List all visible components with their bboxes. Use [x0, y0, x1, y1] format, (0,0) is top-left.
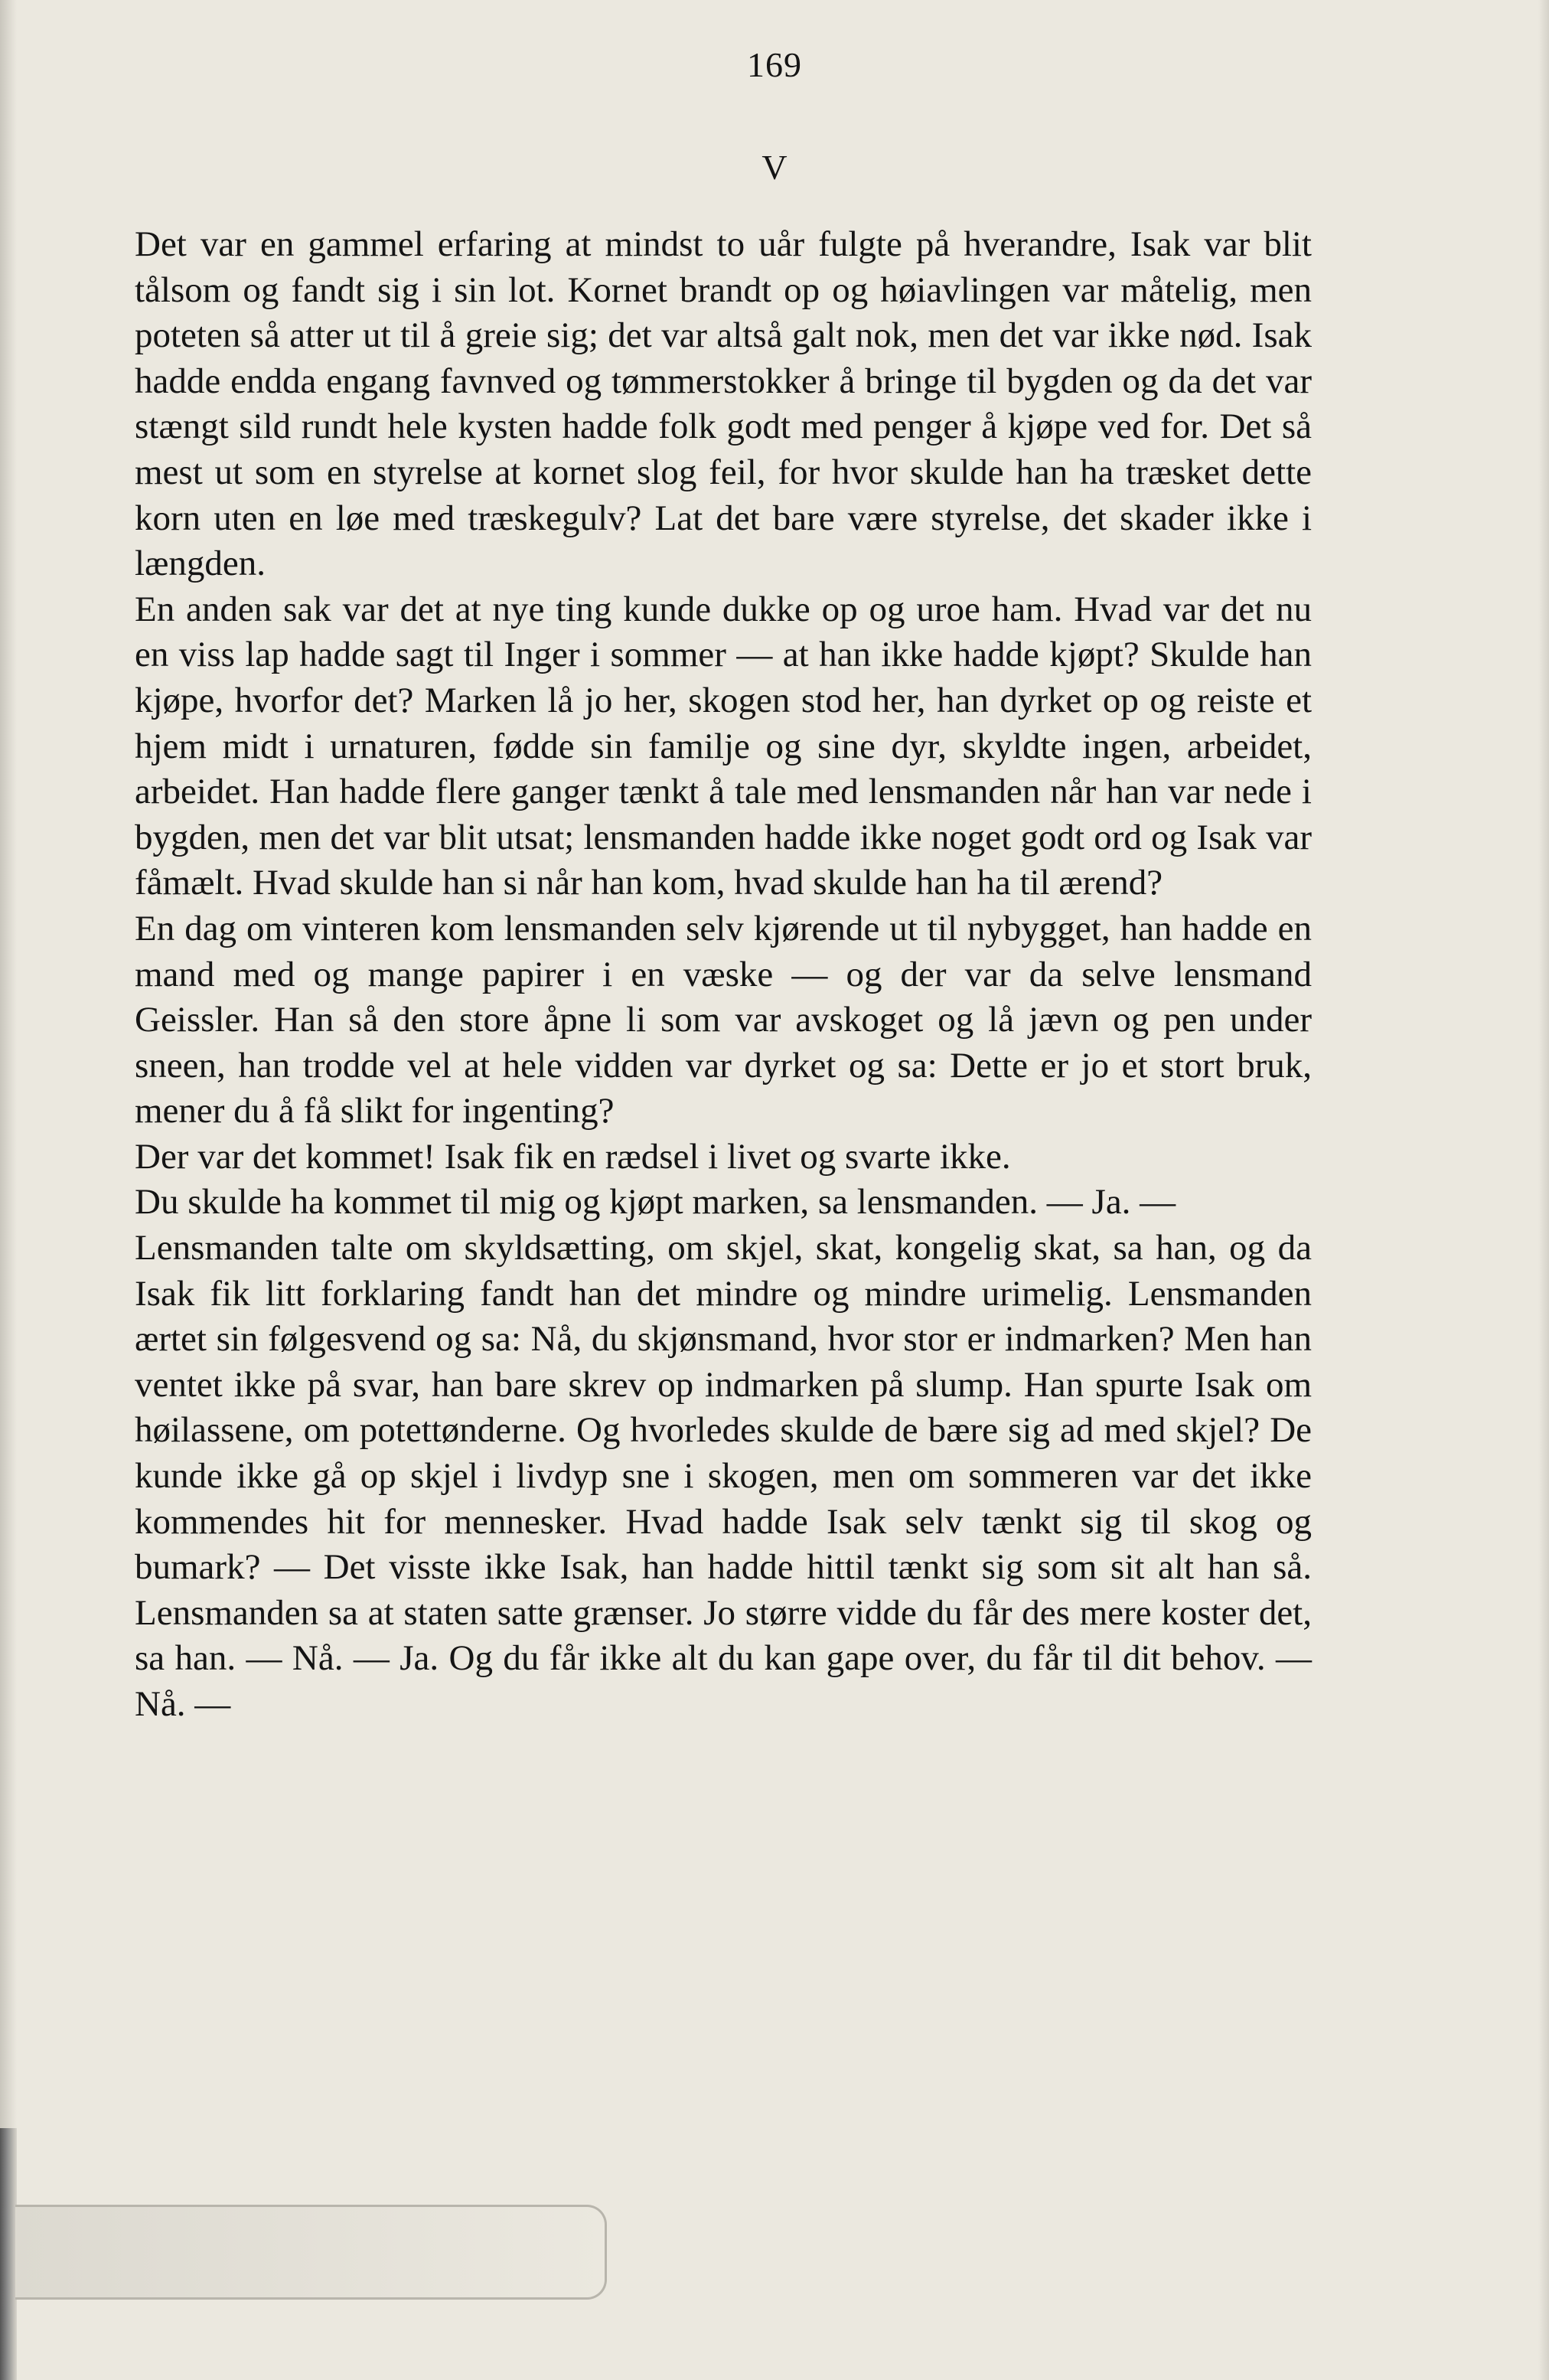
library-label-tab	[15, 2205, 607, 2300]
book-spine-shadow	[0, 0, 17, 2380]
paragraph: Der var det kommet! Isak fik en rædsel i livet og svarte ikke.	[135, 1136, 1011, 1177]
paragraph: Det var en gammel erfaring at mindst to uår fulgte på hverandre, Isak var blit tålsom og fandt sig i sin lot. Kornet brandt op og høiavlingen var måtelig, men poteten så atter ut til å greie sig; det var altså galt nok, men det var ikke nød. Isak hadde endda engang favnved og tømmerstokker å bringe til bygden og da det var stængt sild rundt hele kysten hadde folk godt med penger å kjøpe ved for. Det så mest ut som en styrelse at kornet slog feil, for hvor skulde han ha træsket dette korn uten en løe med træskegulv? Lat det bare være styrelse, det skader ikke i længden.	[135, 224, 1312, 584]
page-edge-shadow	[1538, 0, 1549, 2380]
book-spine-binding	[0, 2128, 17, 2380]
chapter-heading: V	[761, 148, 788, 187]
body-text	[135, 222, 1312, 1728]
paragraph: En anden sak var det at nye ting kunde dukke op og uroe ham. Hvad var det nu en viss lap hadde sagt til Inger i sommer — at han ikke hadde kjøpt? Skulde han kjøpe, hvorfor det? Marken lå jo her, skogen stod her, han dyrket op og reiste et hjem midt i urnaturen, fødde sin familje og sine dyr, skyldte ingen, arbeidet, arbeidet. Han hadde flere ganger tænkt å tale med lensmanden når han var nede i bygden, men det var blit utsat; lensmanden hadde ikke noget godt ord og Isak var fåmælt. Hvad skulde han si når han kom, hvad skulde han ha til ærend?	[135, 589, 1312, 903]
paragraph: En dag om vinteren kom lensmanden selv kjørende ut til nybygget, han hadde en mand med og mange papirer i en væske — og der var da selve lensmand Geissler. Han så den store åpne li som var avskoget og lå jævn og pen under sneen, han trodde vel at hele vidden var dyrket og sa: Dette er jo et stort bruk, mener du å få slikt for ingenting?	[135, 908, 1312, 1131]
paragraph: Du skulde ha kommet til mig og kjøpt marken, sa lensmanden. — Ja. —	[135, 1182, 1176, 1223]
page-number: 169	[747, 45, 802, 84]
paragraph: Lensmanden talte om skyldsætting, om skjel, skat, kongelig skat, sa han, og da Isak fik litt forklaring fandt han det mindre og mindre urimelig. Lensmanden ærtet sin følgesvend og sa: Nå, du skjønsmand, hvor stor er indmarken? Men han ventet ikke på svar, han bare skrev op indmarken på slump. Han spurte Isak om høilassene, om potettønderne. Og hvorledes skulde de bære sig ad med skjel? De kunde ikke gå op skjel i livdyp sne i skogen, men om sommeren var det ikke kommendes hit for mennesker. Hvad hadde Isak selv tænkt sig til skog og bumark? — Det visste ikke Isak, han hadde hittil tænkt sig som sit alt han så. Lensmanden sa at staten satte grænser. Jo større vidde du får des mere koster det, sa han. — Nå. — Ja. Og du får ikke alt du kan gape over, du får til dit behov. — Nå. —	[135, 1228, 1312, 1724]
